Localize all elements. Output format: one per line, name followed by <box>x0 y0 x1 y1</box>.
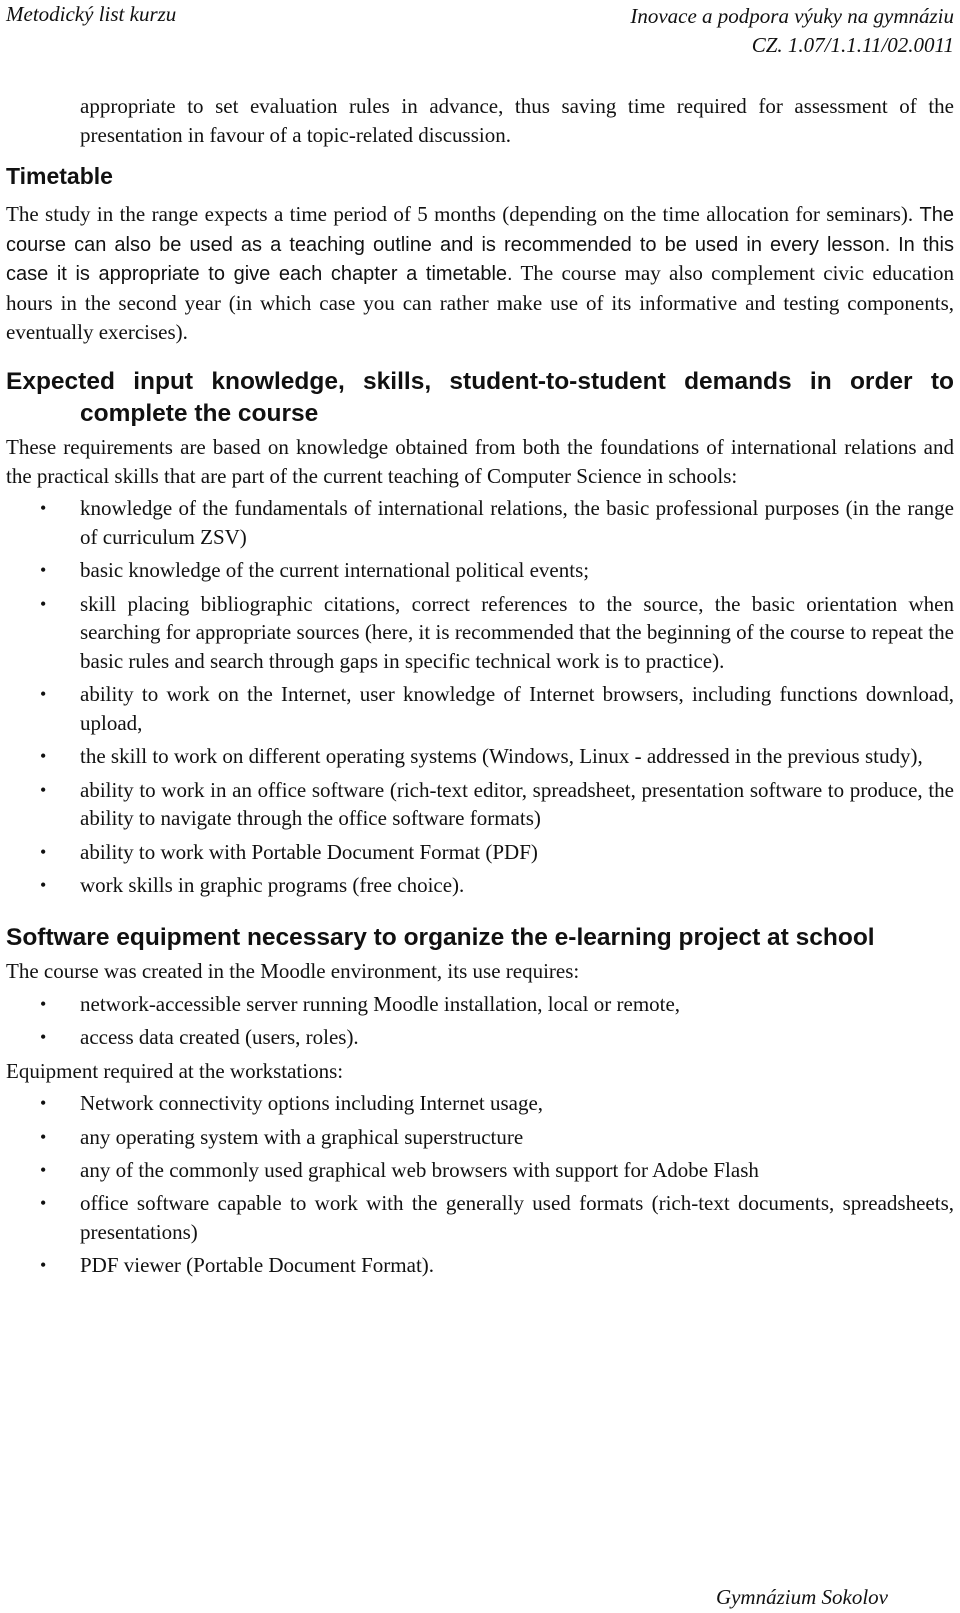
list-item <box>6 838 954 867</box>
list-item <box>6 871 954 900</box>
list-item-text: any operating system with a graphical superstructure <box>80 1124 524 1149</box>
list-item <box>6 1089 954 1118</box>
software-paragraph: The course was created in the Moodle environment, its use requires: <box>6 959 580 984</box>
workstations-label: Equipment required at the workstations: <box>6 1058 344 1083</box>
bullet-icon: • <box>40 1093 47 1114</box>
list-item-text: access data created (users, roles). <box>80 1025 359 1050</box>
bullet-icon: • <box>40 993 47 1014</box>
list-item <box>6 742 954 771</box>
bullet-icon: • <box>40 1159 47 1180</box>
bullet-icon: • <box>40 1255 47 1276</box>
timetable-sentence: The course can also be used as a teaching outline and is recommended to be used in every lesson. <box>6 204 954 256</box>
list-item <box>6 1189 954 1246</box>
timetable-heading: Timetable <box>6 163 113 190</box>
list-item-text: ability to work on the Internet, user knowledge of Internet browsers, including functions download, upload, <box>80 682 954 735</box>
header-project-info <box>630 2 954 60</box>
list-item-text: knowledge of the fundamentals of international relations, the basic professional purposes (in the range of curriculum ZSV) <box>80 496 954 549</box>
list-item-text: work skills in graphic programs (free choice). <box>80 873 465 898</box>
list-item-text: any of the commonly used graphical web browsers with support for Adobe Flash <box>80 1157 759 1182</box>
list-item-text: office software capable to work with the generally used formats (rich-text documents, spreadsheets, presentations) <box>80 1191 954 1244</box>
header-course-title: Metodický list kurzu <box>6 2 177 26</box>
list-item-text: skill placing bibliographic citations, correct references to the source, the basic orientation when searching for appropriate sources (here, it is recommended that the beginning of the course to repeat the basic rules and search through gaps in specific technical work is to practice). <box>80 591 954 673</box>
bullet-icon: • <box>40 779 47 800</box>
list-item-text: ability to work with Portable Document Format (PDF) <box>80 839 538 864</box>
list-item <box>6 1123 954 1152</box>
footer-school-name: Gymnázium Sokolov <box>715 1585 888 1609</box>
list-item <box>6 776 954 833</box>
header-project-name: Inovace a podpora výuky na gymnáziu <box>630 4 954 28</box>
software-heading: Software equipment necessary to organize the e-learning project at school <box>6 923 875 951</box>
expected-heading: Expected input knowledge, skills, student-to-student demands in order to complete the course <box>6 368 954 427</box>
timetable-sentence: The study in the range expects a time period of 5 months (depending on the time allocation for seminars). <box>6 202 914 227</box>
timetable-sentence: In this case it is appropriate to give each chapter a timetable. <box>6 233 954 286</box>
page-header <box>0 0 960 62</box>
list-item-text: basic knowledge of the current international political events; <box>80 558 590 583</box>
list-item-text: PDF viewer (Portable Document Format). <box>80 1253 435 1278</box>
expected-paragraph: These requirements are based on knowledge obtained from both the foundations of international relations and the practical skills that are part of the current teaching of Computer Science in schools: <box>6 435 954 488</box>
bullet-icon: • <box>40 498 47 519</box>
list-item <box>6 494 954 551</box>
bullet-icon: • <box>40 560 47 581</box>
list-item <box>6 1156 954 1185</box>
document-body <box>6 92 954 1285</box>
bullet-icon: • <box>40 841 47 862</box>
header-project-code: CZ. 1.07/1.1.11/02.0011 <box>751 33 954 57</box>
list-item-text: network-accessible server running Moodle installation, local or remote, <box>80 991 681 1016</box>
list-item <box>6 1023 954 1052</box>
bullet-icon: • <box>40 875 47 896</box>
list-item-text: Network connectivity options including Internet usage, <box>80 1091 544 1116</box>
bullet-icon: • <box>40 1027 47 1048</box>
list-item-text: the skill to work on different operating systems (Windows, Linux - addressed in the previous study), <box>80 744 923 769</box>
list-item-text: ability to work in an office software (rich-text editor, spreadsheet, presentation software to produce, the ability to navigate through the office software formats) <box>80 777 954 831</box>
bullet-icon: • <box>40 1193 47 1214</box>
list-item <box>6 1251 954 1280</box>
bullet-icon: • <box>40 684 47 705</box>
list-item <box>6 590 954 676</box>
software-list <box>6 990 954 1052</box>
list-item <box>6 680 954 737</box>
list-item <box>6 990 954 1019</box>
workstation-list <box>6 1089 954 1280</box>
bullet-icon: • <box>40 593 47 614</box>
bullet-icon: • <box>40 1126 47 1147</box>
list-item <box>6 556 954 585</box>
expected-list <box>6 494 954 899</box>
intro-paragraph: appropriate to set evaluation rules in advance, thus saving time required for assessment of the presentation in favour of a topic-related discussion. <box>80 94 954 147</box>
bullet-icon: • <box>40 746 47 767</box>
timetable-sentence: The course may also complement civic education hours in the second year (in which case you can rather make use of its informative and testing components, eventually exercises). <box>6 261 954 344</box>
timetable-paragraph <box>6 200 954 346</box>
